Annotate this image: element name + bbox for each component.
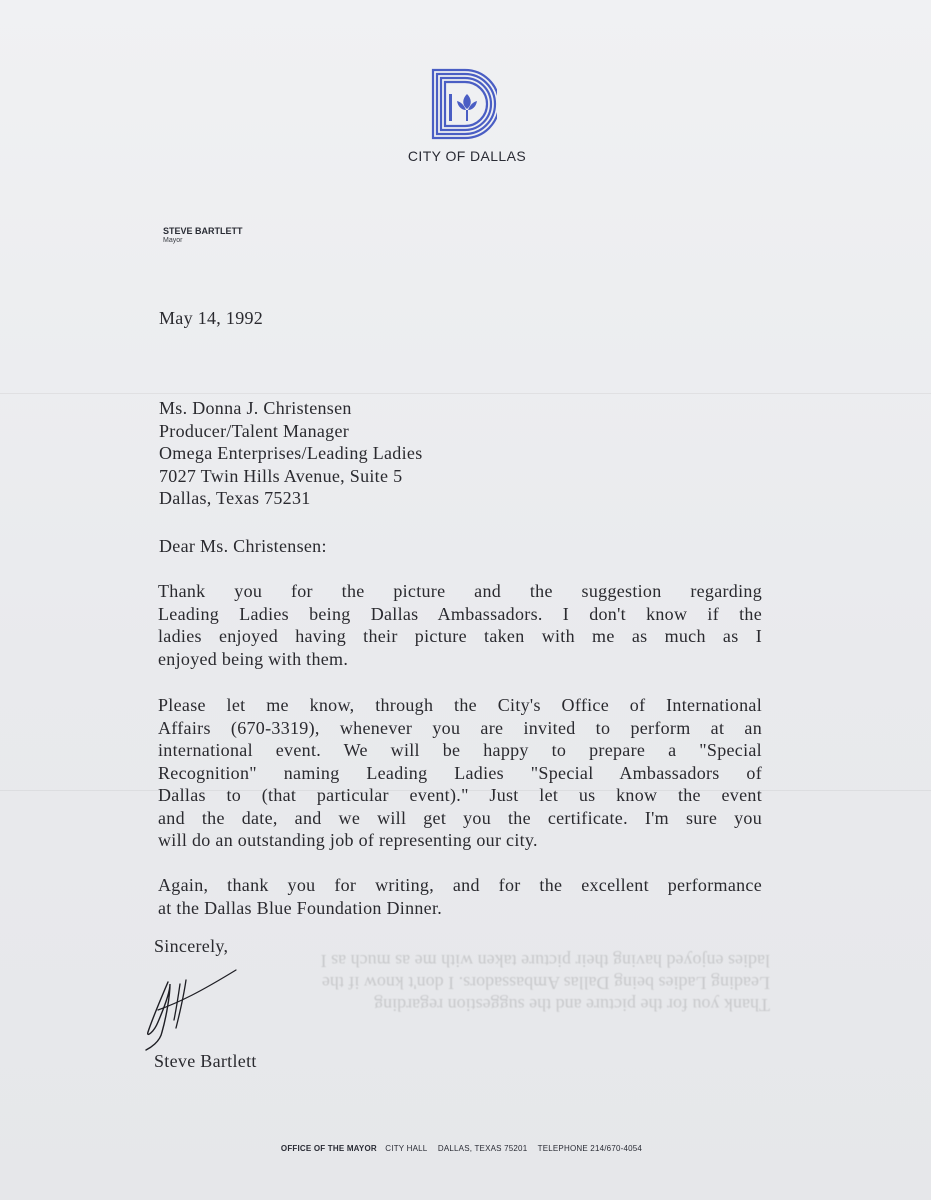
paragraph-line: Recognition" naming Leading Ladies "Special Ambassadors of <box>158 762 762 783</box>
paragraph-line: Please let me know, through the City's Office of International <box>158 695 762 715</box>
paragraph-line: Again, thank you for writing, and for the excellent performance <box>158 875 762 895</box>
fold-line <box>0 393 931 394</box>
paragraph-line: Dallas to (that particular event)." Just let us know the event <box>158 785 762 805</box>
recipient-title: Producer/Talent Manager <box>159 420 350 441</box>
city-name: CITY OF DALLAS <box>407 148 527 164</box>
handwritten-signature <box>140 962 260 1052</box>
paragraph-line: enjoyed being with them. <box>158 648 349 669</box>
paragraph-2 <box>158 694 762 852</box>
paragraph-line: at the Dallas Blue Foundation Dinner. <box>158 897 443 918</box>
recipient-city-state-zip: Dallas, Texas 75231 <box>159 488 311 508</box>
show-through-line: Thank you for the picture and the suggestion regarding <box>374 995 770 1015</box>
paragraph-1 <box>158 580 762 670</box>
recipient-name: Ms. Donna J. Christensen <box>159 398 352 418</box>
mayor-name: STEVE BARTLETT <box>163 226 243 236</box>
signer-name: Steve Bartlett <box>154 1051 257 1071</box>
paragraph-3 <box>158 874 762 919</box>
paragraph-line: Leading Ladies being Dallas Ambassadors. I don't know if the <box>158 603 762 624</box>
letter-date: May 14, 1992 <box>159 308 264 328</box>
paragraph-line: ladies enjoyed having their picture taken with me as much as I <box>158 626 762 646</box>
show-through-line: Leading Ladies being Dallas Ambassadors. I don't know if the <box>321 973 770 993</box>
city-of-dallas-logo-icon <box>431 68 497 140</box>
show-through-line: ladies enjoyed having their picture taken with me as much as I <box>320 951 770 971</box>
paragraph-line: and the date, and we will get you the certificate. I'm sure you <box>158 807 762 828</box>
recipient-street: 7027 Twin Hills Avenue, Suite 5 <box>159 465 403 486</box>
recipient-address <box>159 397 423 510</box>
mayor-title: Mayor <box>163 237 183 244</box>
paragraph-line: will do an outstanding job of representing our city. <box>158 830 538 850</box>
letterhead-footer <box>0 1144 931 1153</box>
recipient-organization: Omega Enterprises/Leading Ladies <box>159 443 423 463</box>
paragraph-line: Thank you for the picture and the suggestion regarding <box>158 581 762 601</box>
footer-city: DALLAS, TEXAS 75201 <box>437 1144 528 1153</box>
footer-telephone: TELEPHONE 214/670-4054 <box>537 1144 643 1153</box>
paragraph-line: international event. We will be happy to prepare a "Special <box>158 740 762 760</box>
salutation: Dear Ms. Christensen: <box>159 536 327 556</box>
closing: Sincerely, <box>154 936 229 956</box>
paragraph-line: Affairs (670-3319), whenever you are invited to perform at an <box>158 717 762 738</box>
footer-building: CITY HALL <box>385 1144 428 1153</box>
footer-office: OFFICE OF THE MAYOR <box>280 1144 377 1153</box>
